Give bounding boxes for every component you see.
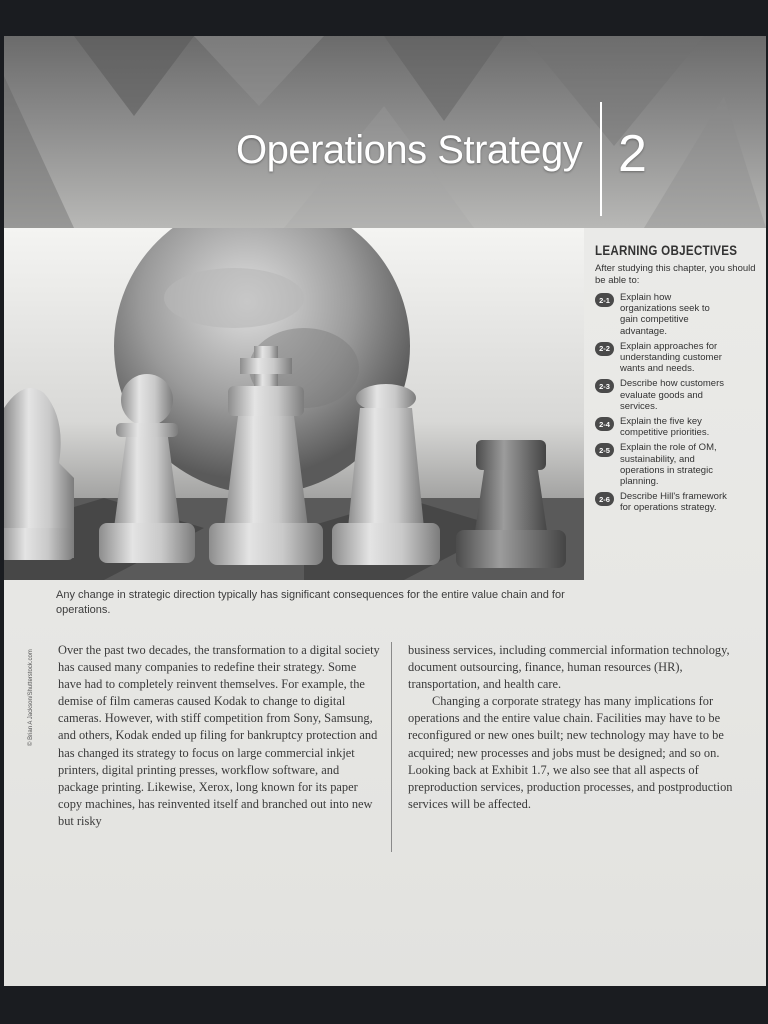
objective-text: Describe Hill's framework for operations strategy. — [620, 491, 727, 514]
objective-badge: 2-2 — [595, 342, 614, 356]
objective-text: Describe how customers evaluate goods and services. — [620, 378, 725, 412]
objective-item — [595, 442, 763, 487]
chapter-number: 2 — [618, 125, 647, 183]
chess-globe-photo — [4, 228, 584, 580]
chapter-banner — [4, 36, 766, 228]
title-divider — [600, 102, 602, 216]
textbook-page — [4, 36, 766, 986]
objective-text: Explain how organizations seek to gain competitive advantage. — [620, 292, 710, 337]
objective-text: Explain the role of OM, sustainability, and operations in strategic planning. — [620, 442, 717, 488]
objective-badge: 2-4 — [595, 417, 614, 431]
objective-item — [595, 416, 763, 438]
objective-badge: 2-5 — [595, 443, 614, 457]
objective-item — [595, 341, 763, 375]
body-paragraph: Changing a corporate strategy has many implications for operations and the entire value chain. Facilities may have to be reconfigured or new ones built; new technology may have to be acquired; new processes and jobs must be designed; and so on. Looking back at Exhibit 1.7, we also see that all aspects of preproduction services, production processes, and postproduction services will be affected. — [408, 694, 733, 811]
chapter-title: Operations Strategy — [236, 128, 583, 172]
photo-credit: © Brian A Jackson/Shutterstock.com — [28, 649, 34, 746]
photo-caption: Any change in strategic direction typically has significant consequences for the entire value chain and for operations. — [56, 589, 565, 616]
objective-badge: 2-1 — [595, 293, 614, 307]
body-paragraph: business services, including commercial information technology, document outsourcing, finance, human resources (HR), transportation, and health care. — [408, 643, 730, 692]
learning-objectives-heading: LEARNING OBJECTIVES — [595, 243, 738, 258]
body-column-right — [408, 642, 738, 813]
objective-item — [595, 292, 763, 337]
objective-text: Explain approaches for understanding customer wants and needs. — [620, 340, 722, 375]
objective-badge: 2-3 — [595, 379, 614, 393]
objective-item — [595, 378, 763, 412]
objective-badge: 2-6 — [595, 492, 614, 506]
objective-item — [595, 491, 763, 513]
body-column-left — [58, 642, 380, 830]
learning-objectives — [595, 243, 763, 518]
learning-objectives-list — [595, 292, 763, 514]
learning-objectives-intro: After studying this chapter, you should be able to: — [595, 263, 756, 286]
objective-text: Explain the five key competitive priorities. — [620, 416, 710, 439]
body-paragraph: Over the past two decades, the transformation to a digital society has caused many companies to redefine their strategy. Some have had to completely reinvent themselves. For example, the demise of film cameras caused Kodak to change to digital cameras. However, with stiff competition from Sony, Samsung, and others, Kodak ended up filing for bankruptcy protection and has changed its strategy to focus on large commercial inkjet printers, digital printing presses, workflow software, and package printing. Likewise, Xerox, long known for its paper copy machines, has reinvented itself and branched out into new but risky — [58, 643, 380, 828]
column-divider — [391, 642, 392, 852]
